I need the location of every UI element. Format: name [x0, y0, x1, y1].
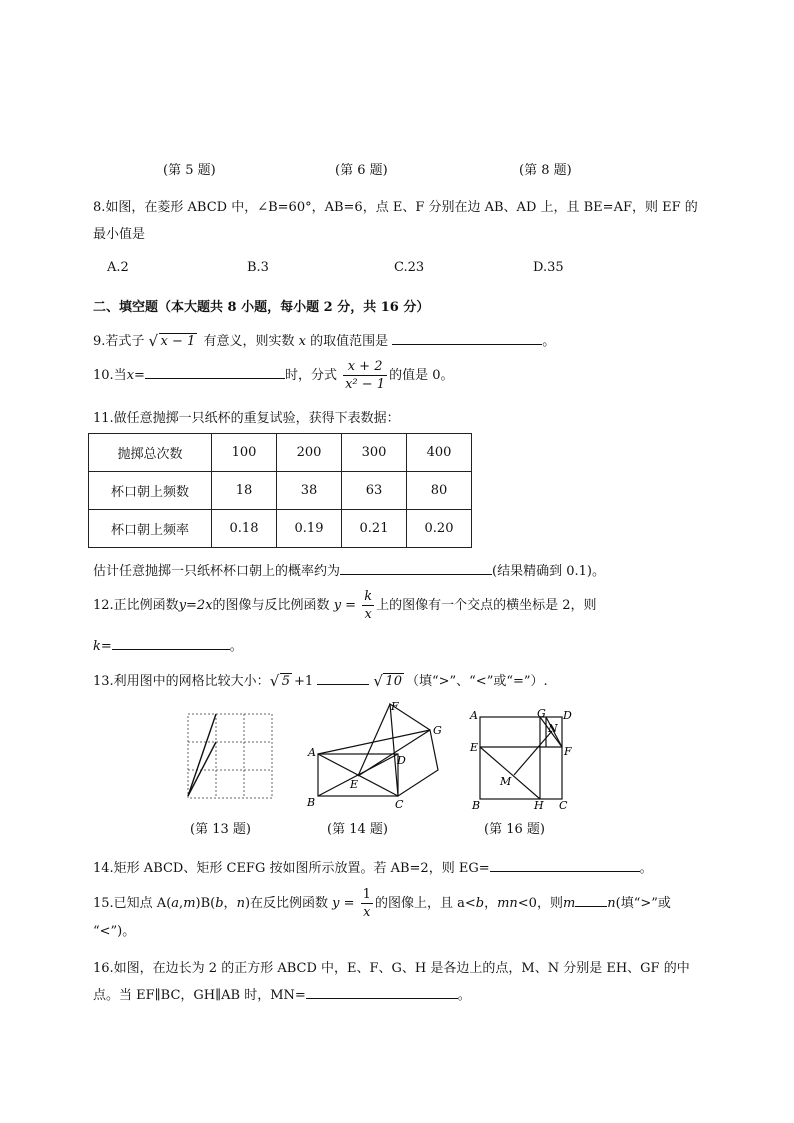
- table-cell: 杯口朝上频率: [89, 510, 212, 548]
- fig16-label-f: F: [564, 745, 572, 758]
- table-cell: 0.18: [212, 510, 277, 548]
- table-cell: 0.19: [277, 510, 342, 548]
- q8-option-c: C.23: [394, 260, 425, 275]
- table-cell: 400: [407, 434, 472, 472]
- q10-numerator: x + 2: [343, 360, 387, 376]
- q16-end: 。: [457, 988, 471, 1003]
- q8-line1: 8.如图，在菱形 ABCD 中，∠B=60°，AB=6，点 E、F 分别在边 AB、AD 上，且 BE=AF，则 EF 的: [93, 200, 698, 215]
- q14-end: 。: [639, 861, 653, 876]
- q12-mid: 的图像与反比例函数: [212, 598, 330, 613]
- caption-q14: (第 14 题): [327, 822, 388, 837]
- question-12: [93, 590, 597, 621]
- table-cell: 抛掷总次数: [89, 434, 212, 472]
- q12-fraction: [362, 590, 374, 621]
- fig16-label-a: A: [470, 709, 478, 722]
- table-cell: 杯口朝上频数: [89, 472, 212, 510]
- q15-m-var: m: [562, 896, 576, 911]
- q16-answer-blank[interactable]: [306, 984, 458, 999]
- q12-answer-line: [93, 635, 243, 654]
- table-cell: 300: [342, 434, 407, 472]
- q12-answer-blank[interactable]: [112, 635, 230, 650]
- fig14-label-d: D: [397, 754, 406, 767]
- q16-line1: 16.如图，在边长为 2 的正方形 ABCD 中，E、F、G、H 是各边上的点，M、N 分别是 EH、GF 的中: [93, 961, 690, 976]
- q9-var: x: [298, 334, 306, 349]
- table-row: [89, 434, 472, 472]
- q10-pre: 10.当: [93, 368, 127, 383]
- section-2-heading: 二、填空题（本大题共 8 小题，每小题 2 分，共 16 分）: [93, 300, 430, 315]
- fig16-label-d: D: [563, 709, 572, 722]
- table-cell: 63: [342, 472, 407, 510]
- caption-q13: (第 13 题): [190, 822, 251, 837]
- q12-end: 。: [229, 639, 243, 654]
- table-cell: 200: [277, 434, 342, 472]
- q8-option-d: D.35: [533, 260, 564, 275]
- fig14-label-b: B: [307, 796, 316, 809]
- q8-line2: 最小值是: [93, 227, 146, 242]
- fig16-label-g: G: [537, 707, 546, 720]
- table-cell: 80: [407, 472, 472, 510]
- q15-comma2: ，: [223, 896, 237, 911]
- q12-fn1: y=2x: [178, 598, 213, 613]
- figure-16: [466, 705, 586, 813]
- q10-answer-blank[interactable]: [145, 364, 285, 379]
- q15-mn: mn: [497, 896, 518, 911]
- table-cell: 100: [212, 434, 277, 472]
- q9-sqrt: [149, 334, 198, 349]
- q9-post: 有意义，则实数: [203, 334, 295, 349]
- table-cell: 18: [212, 472, 277, 510]
- q15-lhs: y =: [332, 896, 355, 911]
- q13-plus: +1: [293, 674, 314, 689]
- q15-m: m: [183, 896, 196, 911]
- q15-comma: ,: [179, 896, 184, 911]
- q15-answer-blank[interactable]: [575, 892, 607, 907]
- q10-fraction: [343, 360, 387, 391]
- caption-q6: (第 6 题): [335, 163, 388, 178]
- q9-post2: 的取值范围是: [310, 334, 389, 349]
- fig14-label-g: G: [433, 724, 442, 737]
- question-10: [93, 360, 453, 391]
- q15-post: 的图像上，且 a<: [374, 896, 476, 911]
- question-15: [93, 888, 671, 919]
- question-13: [93, 670, 548, 689]
- figure-14: [306, 698, 456, 810]
- q13-answer-blank[interactable]: [317, 670, 369, 685]
- q16-line2-wrap: [93, 984, 471, 1003]
- q15-n-var: n: [607, 896, 616, 911]
- q15-b-var: b: [475, 896, 485, 911]
- caption-q8: (第 8 题): [519, 163, 572, 178]
- q11-estimate-post: (结果精确到 0.1)。: [492, 564, 605, 579]
- q9-end: 。: [542, 334, 556, 349]
- q15-mid2: )在反比例函数: [244, 896, 329, 911]
- q15-a: a: [171, 896, 180, 911]
- q10-denominator: x² − 1: [345, 377, 386, 392]
- q13-radicand-2: 10: [385, 674, 402, 689]
- q14-text: 14.矩形 ABCD、矩形 CEFG 按如图所示放置。若 AB=2，则 EG=: [93, 861, 490, 876]
- q15-comma3: ，: [484, 896, 498, 911]
- q16-line2: 点。当 EF∥BC，GH∥AB 时，MN=: [93, 988, 306, 1003]
- fig16-label-m: M: [500, 775, 512, 788]
- q10-post: 的值是 0。: [389, 368, 454, 383]
- q11-table: [88, 433, 472, 548]
- caption-q5: (第 5 题): [163, 163, 216, 178]
- q10-mid: 时，分式: [284, 368, 337, 383]
- q15-n: n: [236, 896, 245, 911]
- q13-sqrt-5: [270, 674, 292, 689]
- fig14-label-f: F: [391, 700, 399, 713]
- fig14-label-c: C: [395, 798, 404, 810]
- q12-denominator: x: [364, 607, 372, 622]
- q13-sqrt-10: [373, 674, 404, 689]
- q12-k-label: k=: [93, 639, 112, 654]
- q13-radicand-1: 5: [281, 674, 290, 689]
- q15-cond: <0，则: [517, 896, 563, 911]
- q15-b: b: [215, 896, 224, 911]
- q9-radicand: x − 1: [160, 334, 196, 349]
- q15-mid1: )B(: [195, 896, 216, 911]
- fig14-label-a: A: [308, 746, 316, 759]
- q11-estimate: [93, 560, 605, 579]
- q9-answer-blank[interactable]: [392, 330, 542, 345]
- q15-denominator: x: [363, 905, 371, 920]
- fig16-label-h: H: [534, 799, 544, 812]
- table-row: [89, 472, 472, 510]
- q15-numerator: 1: [362, 887, 371, 902]
- q8-option-b: B.3: [247, 260, 269, 275]
- q14-answer-blank[interactable]: [490, 857, 640, 872]
- table-row: [89, 510, 472, 548]
- q12-pre: 12.正比例函数: [93, 598, 179, 613]
- caption-q16: (第 16 题): [484, 822, 545, 837]
- q13-post: （填“>”、“<”或“=”）.: [405, 674, 548, 689]
- question-14: [93, 857, 653, 876]
- fig16-label-e: E: [470, 741, 479, 754]
- q11-estimate-pre: 估计任意抛掷一只纸杯杯口朝上的概率约为: [93, 564, 341, 579]
- q10-eq: =: [134, 368, 145, 383]
- q10-var: x: [126, 368, 135, 383]
- q13-pre: 13.利用图中的网格比较大小：: [93, 674, 270, 689]
- table-cell: 0.21: [342, 510, 407, 548]
- fig16-label-b: B: [472, 799, 481, 812]
- q8-option-a: A.2: [107, 260, 129, 275]
- q12-post: 上的图像有一个交点的横坐标是 2，则: [376, 598, 597, 613]
- q11-answer-blank[interactable]: [340, 560, 492, 575]
- question-9: [93, 330, 555, 349]
- fig16-label-c: C: [559, 799, 568, 812]
- table-cell: 0.20: [407, 510, 472, 548]
- q15-choice: (填“>”或: [615, 896, 671, 911]
- q15-fraction: [361, 888, 373, 919]
- q11-intro: 11.做任意抛掷一只纸杯的重复试验，获得下表数据：: [93, 411, 400, 426]
- q12-numerator: k: [364, 589, 373, 604]
- fig14-label-e: E: [350, 778, 359, 791]
- q9-pre: 9.若式子: [93, 334, 145, 349]
- q12-lhs: y =: [333, 598, 357, 613]
- q15-pre: 15.已知点 A(: [93, 896, 172, 911]
- figure-13-grid: [186, 712, 274, 800]
- q15-line2: “<”)。: [93, 924, 136, 939]
- table-cell: 38: [277, 472, 342, 510]
- fig16-label-n: N: [548, 722, 558, 735]
